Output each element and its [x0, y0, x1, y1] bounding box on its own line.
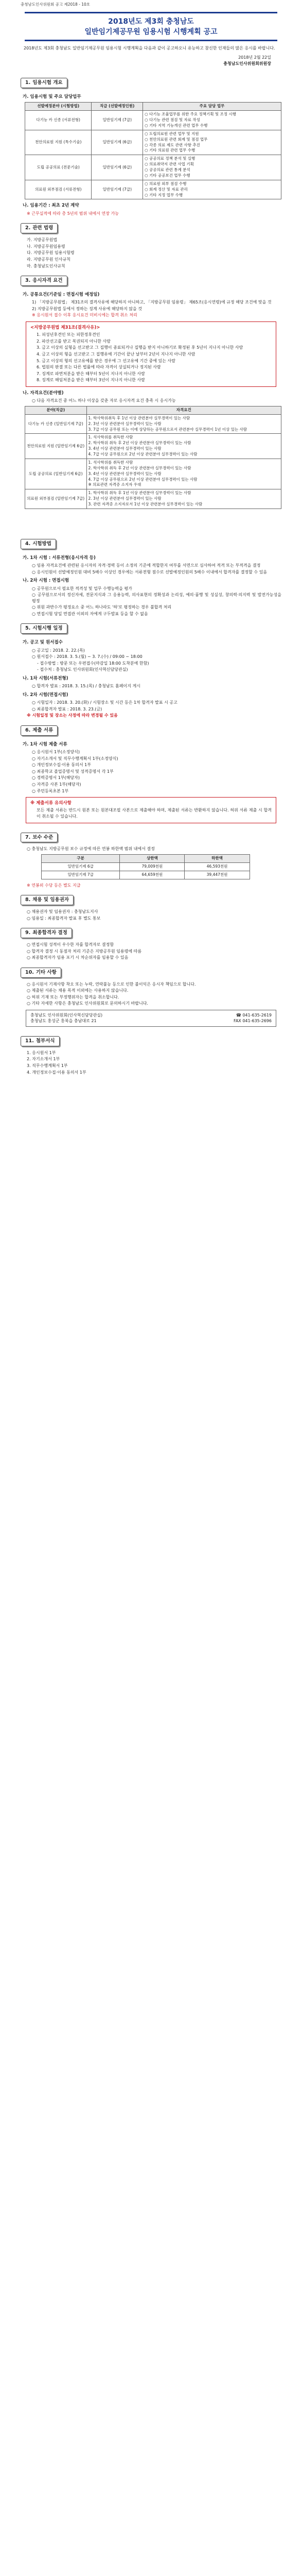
- section-6-heading: [21, 725, 58, 736]
- section-1-heading: [21, 78, 67, 88]
- schedule-line: ○ 원서접수 : 2018. 3. 5.(월) ~ 3. 7.(수) / 09:00 ~ 18:00: [32, 654, 143, 659]
- document-line: ○ 개인정보수집·이용 동의서 1부: [32, 762, 91, 768]
- document-line: ○ 주민등록초본 1부: [32, 788, 69, 793]
- misc-line: ○ 기타 자세한 사항은 충청남도 인사위원회로 문의하시기 바랍니다.: [27, 1001, 148, 1006]
- section-1-title: 임용시험 개요: [32, 80, 63, 86]
- section-10-number: 10.: [25, 969, 34, 975]
- attachment-item: 1. 응시원서 1부: [27, 1050, 56, 1055]
- position-tasks: ○ 의료원 외부 점검 수행 ○ 회계 정산 및 자료 관리 ○ 기타 지정 업무 수행: [143, 180, 281, 199]
- document-notice-box: [26, 797, 276, 823]
- position-field: 다기능 카 신종 (서류전형): [25, 111, 92, 130]
- salary-type: 일반임기제 7급: [42, 871, 120, 879]
- law-item: 라. 지방공무원 인사규칙: [27, 257, 70, 262]
- attachment-item: 4. 개인정보수집·이용 동의서 1부: [27, 1070, 86, 1075]
- appointment-line: ○ 채용권자 및 임용권자 : 충청남도지사: [27, 909, 98, 914]
- section-8-title: 채용 및 임용권자: [32, 897, 69, 903]
- qualification-req: 1. 석사학위를 취득한 사람 2. 학사학위 취득 후 2년 이상 관련분야 실무경력이 있는 사람 3. 4년 이상 관련분야 실무경력이 있는 사람 4. 7급 이상 공무원으로 2년 이상 관련분야 실무경력이 있는 사람: [86, 434, 281, 459]
- position-grade: 일반임기제 (7급): [92, 180, 143, 199]
- exam-line: ○ 임용 자격요건에 관련된 응시자의 자격·경력 등이 소정의 기준에 적합한지 여부를 서면으로 심사하여 적격 또는 부적격을 결정: [32, 563, 261, 568]
- salary-header-type: 구분: [42, 855, 120, 863]
- intro-text: 2018년도 제3회 충청남도 일반임기제공무원 임용시험 시행계획을 다음과 같이 공고하오니 유능하고 참신한 인재들의 많은 응시를 바랍니다.: [24, 46, 275, 51]
- salary-min: 39,447천원: [185, 871, 250, 879]
- section-10-title: 기타 사항: [35, 969, 57, 975]
- position-field: 천안의료원 지원 (특수기술): [25, 130, 92, 155]
- gazette-number: 충청남도인사위원회 공고 제2018 - 10호: [21, 2, 91, 7]
- section-9-heading: [21, 928, 72, 938]
- section-8-number: 8.: [25, 897, 31, 903]
- position-grade: 일반임기제 (6급): [92, 155, 143, 180]
- misc-line: ○ 응시원서 기재사항 착오 또는 누락, 연락불능 등으로 인한 불이익은 응시자 책임으로 합니다.: [27, 981, 196, 987]
- section-6-number: 6.: [25, 727, 31, 733]
- schedule-line: ○ 시험일자 : 2018. 3. 20.(화) / 시험장소 및 시간 등은 1차 합격자 발표 시 공고: [32, 700, 177, 705]
- table-row: [25, 155, 281, 180]
- document-notice-title: ※ 제출서류 유의사항: [30, 801, 72, 806]
- document-line: 가. 1차 시험 제출 서류: [23, 741, 67, 747]
- law-item: 마. 충청남도인사규칙: [27, 263, 65, 268]
- section-1-note: ※ 근무실적에 따라 총 5년의 범위 내에서 연장 가능: [27, 211, 119, 216]
- table-row: [25, 459, 281, 489]
- table-row: [25, 489, 281, 509]
- salary-header-min: 하한액: [185, 855, 250, 863]
- table-row: [25, 130, 281, 155]
- qualification-table: [25, 406, 281, 509]
- law-item: 가. 지방공무원법: [27, 238, 58, 243]
- schedule-line: 나. 1차 시험(서류전형): [23, 675, 68, 681]
- section-5-heading: [21, 623, 67, 634]
- table-row: [42, 862, 250, 871]
- qualification-intro: ○ 다음 자격요건 중 어느 하나 이상을 갖춘 자로 응시자격 요건 충족 시 응시가능: [32, 398, 176, 403]
- document-line: ○ 자격증 사본 1부(해당자): [32, 782, 81, 787]
- qualification-req: 1. 학사학위취득 후 1년 이상 관련분야 실무경력이 있는 사람 2. 3년 이상 관련분야 실무경력이 있는 사람 3. 7급 이상 공무원 또는 이에 상당하는 공무원으로서 관련분야 실무경력이 1년 이상 있는 사람: [86, 414, 281, 434]
- schedule-line: 가. 공고 및 원서접수: [23, 640, 63, 646]
- salary-max: 79,009천원: [120, 862, 185, 871]
- position-grade: 일반임기제 (7급): [92, 111, 143, 130]
- salary-note: ※ 연봉외 수당 등은 별도 지급: [27, 883, 81, 888]
- disqualification-item: 6. 법원의 판결 또는 다른 법률에 따라 자격이 상실되거나 정지된 사람: [37, 365, 161, 370]
- requirement-line: 2) 지방공무원법 등에서 정하는 징계 사유에 해당하지 않을 것: [32, 306, 143, 311]
- section-3-title: 응시자격 요건: [32, 278, 63, 284]
- disqualification-item: 4. 금고 이상의 형을 선고받고 그 집행유예 기간이 끝난 날부터 2년이 지나지 아니한 사람: [37, 352, 196, 357]
- table-row: [25, 111, 281, 130]
- position-field: 의료원 외부점검 (서류전형): [25, 180, 92, 199]
- exam-line: 가. 1차 시험 : 서류전형(응시자격 등): [23, 555, 96, 561]
- qualification-req: 1. 학사학위 취득 후 1년 이상 관련분야 실무경력이 있는 사람 2. 3년 이상 관련분야 실무경력이 있는 사람 3. 관련 자격증 소지자로서 1년 이상 관련분야 실무경력이 있는 사람: [86, 489, 281, 509]
- law-item: 나. 지방공무원임용령: [27, 244, 65, 249]
- exam-line: ○ 면접시험 당일 면접관 이외의 자에게 구두발표 등을 할 수 없음: [32, 611, 148, 616]
- positions-table: [25, 102, 281, 199]
- section-2-heading: [21, 223, 58, 233]
- qualification-field: 의료원 외부점검 (일반임기제 7급): [25, 489, 87, 509]
- attachment-item: 3. 직무수행계획서 1부: [27, 1063, 68, 1069]
- schedule-line: - 접수방법 : 방문 또는 우편접수(마감일 18:00 도착분에 한함): [37, 660, 149, 666]
- section-11-heading: [21, 1036, 60, 1046]
- law-item: 다. 지방공무원 임용시험령: [27, 250, 75, 256]
- contact-box: [26, 1010, 276, 1027]
- positions-header-field: 선발예정분야 (시험방법): [25, 103, 92, 111]
- document-line: ○ 최종학교 졸업증명서 및 성적증명서 각 1부: [32, 769, 114, 774]
- salary-line: ○ 충청남도 지방공무원 보수 규정에 따른 연봉 하한액 범위 내에서 결정: [27, 846, 155, 852]
- schedule-line: ○ 합격자 발표 : 2018. 3. 15.(목) / 충청남도 홈페이지 게시: [32, 684, 140, 689]
- qualification-field: 다기능 카 신종 (일반임기제 7급): [25, 414, 87, 434]
- table-row: [42, 871, 250, 879]
- schedule-line: - 접수처 : 충청남도 인사위원회(인사혁신담당관실): [37, 667, 128, 672]
- section-11-number: 11.: [25, 1038, 34, 1044]
- table-row: [25, 434, 281, 459]
- section-9-number: 9.: [25, 930, 31, 936]
- disqualification-box: [26, 321, 276, 387]
- section-4-number: 4.: [25, 540, 31, 547]
- section-9-title: 최종합격자 결정: [32, 930, 67, 936]
- disqualification-item: 5. 금고 이상의 형의 선고유예를 받은 경우에 그 선고유예 기간 중에 있는 사람: [37, 358, 175, 363]
- position-field: 도립 공공의료 (전문기술): [25, 155, 92, 180]
- salary-min: 46,593천원: [185, 862, 250, 871]
- final-line: ○ 면접시험 성적이 우수한 자를 합격자로 결정함: [27, 942, 114, 947]
- disqualification-item: 7. 징계로 파면처분을 받은 때부터 5년이 지나지 아니한 사람: [37, 371, 145, 376]
- qualification-field: 도립 공공의료 (일반임기제 6급): [25, 459, 87, 489]
- final-line: ○ 합격자 결정 시 동점자 처리 기준은 지방공무원 임용령에 따름: [27, 948, 142, 954]
- misc-line: ○ 허위 기재 또는 부정행위자는 합격을 취소합니다.: [27, 994, 119, 999]
- salary-table: [41, 854, 250, 879]
- section-7-title: 보수 수준: [32, 834, 54, 840]
- table-row: [25, 414, 281, 434]
- exam-line: 나. 2차 시험 : 면접시험: [23, 578, 69, 584]
- attachment-item: 2. 자기소개서 1부: [27, 1057, 60, 1062]
- section-3-sub2: 나. 자격요건(분야별): [23, 391, 64, 396]
- section-1-term: 나. 임용기간 : 최초 2년 계약: [23, 203, 79, 209]
- section-5-title: 시험시행 일정: [32, 625, 63, 632]
- table-row: [25, 180, 281, 199]
- schedule-line: 다. 2차 시험(면접시험): [23, 692, 68, 698]
- disqualification-item: 2. 파산선고를 받고 복권되지 아니한 사람: [37, 338, 111, 344]
- section-6-title: 제출 서류: [32, 727, 54, 733]
- exam-line: ○ 위원 과반수가 평정요소 중 어느 하나라도 '하'로 평정하는 경우 불합격 처리: [32, 605, 172, 610]
- position-tasks: ○ 공공의료 정책 분석 및 실행 ○ 의료취약지 관련 사업 기획 ○ 공공의료 관련 통계 분석 ○ 기타 공공보건 업무 수행: [143, 155, 281, 180]
- exam-line: ○ 응시인원이 선발예정인원 대비 5배수 이상인 경우에는 서류전형 점수로 선발예정인원의 5배수 이내에서 합격자를 결정할 수 있음: [32, 569, 268, 574]
- position-tasks: ○ 도립의료원 관련 업무 및 지원 ○ 천안의료원 관련 회계 및 점검 업무 ○ 각종 의료 제도 관련 사항 추진 ○ 기타 의료원 관련 업무 수행: [143, 130, 281, 155]
- title-line1: 2018년도 제3회 충청남도: [108, 17, 194, 26]
- salary-max: 64,659천원: [120, 871, 185, 879]
- disqualification-item: 1. 피성년후견인 또는 피한정후견인: [37, 332, 100, 337]
- requirement-note: ※ 응시원서 접수 이후 응시요건 미비시에는 합격 취소 처리: [32, 313, 137, 318]
- exam-line: ○ 공무원으로서의 정신자세, 전문지식과 그 응용능력, 의사표현의 정확성과 논리성, 예의·품행 및 성실성, 창의력·의지력 및 발전가능성을 평정: [32, 592, 281, 603]
- section-5-number: 5.: [25, 625, 31, 632]
- title-box: [25, 12, 277, 42]
- section-4-title: 시험방법: [32, 540, 51, 547]
- positions-header-grade: 직급 (선발예정인원): [92, 103, 143, 111]
- qualification-header-req: 자격요건: [86, 406, 281, 414]
- positions-header-tasks: 주요 담당 업무: [143, 103, 281, 111]
- disqualification-title: <지방공무원법 제31조(결격사유)>: [30, 325, 100, 330]
- disqualification-item: 3. 금고 이상의 실형을 선고받고 그 집행이 종료되거나 집행을 받지 아니하기로 확정된 후 5년이 지나지 아니한 사람: [37, 345, 243, 350]
- notice-page: [0, 0, 302, 1086]
- schedule-note: ※ 시험일정 및 장소는 사정에 따라 변경될 수 있음: [27, 713, 118, 718]
- final-line: ○ 최종합격자가 임용 포기 시 차순위자를 임용할 수 있음: [27, 955, 129, 960]
- section-10-heading: [21, 968, 61, 978]
- section-3-sub: 가. 공통요건(기준일 : 면접시험 예정일): [23, 292, 100, 297]
- exam-line: ○ 공무원으로서 필요한 적격성 및 업무 수행능력을 평가: [32, 586, 132, 591]
- disqualification-item: 8. 징계로 해임처분을 받은 때부터 3년이 지나지 아니한 사람: [37, 378, 145, 383]
- schedule-line: ○ 공고일 : 2018. 2. 22.(목): [32, 648, 85, 653]
- appointment-line: ○ 임용일 : 최종합격자 발표 후 별도 통보: [27, 916, 101, 921]
- contact-address: 충청남도 인사위원회(인사혁신담당관실) 충청남도 홍성군 홍북읍 충남대로 21: [30, 1012, 103, 1024]
- section-3-heading: [21, 276, 67, 286]
- section-2-number: 2.: [25, 225, 31, 231]
- qualification-req: 1. 석사학위를 취득한 사람 2. 학사학위 취득 후 2년 이상 관련분야 실무경력이 있는 사람 3. 4년 이상 관련분야 실무경력이 있는 사람 4. 7급 이상 공무원으로 2년 이상 관련분야 실무경력이 있는 사람 ※ 의료관련 자격증 소지자 우대: [86, 459, 281, 489]
- notice-date: 2018년 2월 22일: [238, 55, 271, 60]
- title-line2: 일반임기제공무원 임용시험 시행계획 공고: [84, 28, 218, 37]
- schedule-line: ○ 최종합격자 발표 : 2018. 3. 23.(금): [32, 706, 102, 711]
- qualification-header-field: 분야(직급): [25, 406, 87, 414]
- contact-phone: ☎ 041-635-2619 FAX 041-635-2696: [233, 1012, 272, 1024]
- salary-type: 일반임기제 6급: [42, 862, 120, 871]
- section-1-sub: 가. 임용시험 및 주요 담당업무: [23, 94, 81, 100]
- section-3-number: 3.: [25, 278, 31, 284]
- document-notice-text: 모든 제출 서류는 반드시 원본 또는 원본대조필 사본으로 제출해야 하며, 제출된 서류는 반환하지 않습니다. 허위 서류 제출 시 합격이 취소될 수 있습니다.: [37, 808, 272, 819]
- document-line: ○ 응시원서 1부(소정양식): [32, 750, 80, 754]
- section-8-heading: [21, 895, 74, 905]
- section-1-number: 1.: [25, 80, 31, 86]
- requirement-line: 1) 「지방공무원법」 제31조의 결격사유에 해당하지 아니하고, 「지방공무원 임용령」 제65조(응시연령)에 규정 해당 조건에 맞을 것: [32, 300, 272, 305]
- section-11-title: 첨부서식: [35, 1038, 55, 1044]
- notice-issuer: 충청남도인사위원회위원장: [223, 61, 271, 66]
- document-line: ○ 경력증명서 1부(해당자): [32, 775, 80, 781]
- section-7-heading: [21, 833, 58, 843]
- misc-line: ○ 제출된 서류는 채용 목적 이외에는 사용하지 않습니다.: [27, 988, 129, 993]
- qualification-field: 천안의료원 지원 (일반임기제 6급): [25, 434, 87, 459]
- position-tasks: ○ 다기능 조율업무를 위한 주요 정책기획 및 조정 시행 ○ 다기능 관련 점검 및 자료 작성 ○ 기타 지역 기능개선 관련 업무 수행: [143, 111, 281, 130]
- section-4-heading: [21, 539, 56, 549]
- position-grade: 일반임기제 (6급): [92, 130, 143, 155]
- document-line: ○ 자기소개서 및 직무수행계획서 1부(소정양식): [32, 756, 118, 761]
- section-7-number: 7.: [25, 834, 31, 840]
- salary-header-max: 상한액: [120, 855, 185, 863]
- section-2-title: 관련 법령: [32, 225, 54, 231]
